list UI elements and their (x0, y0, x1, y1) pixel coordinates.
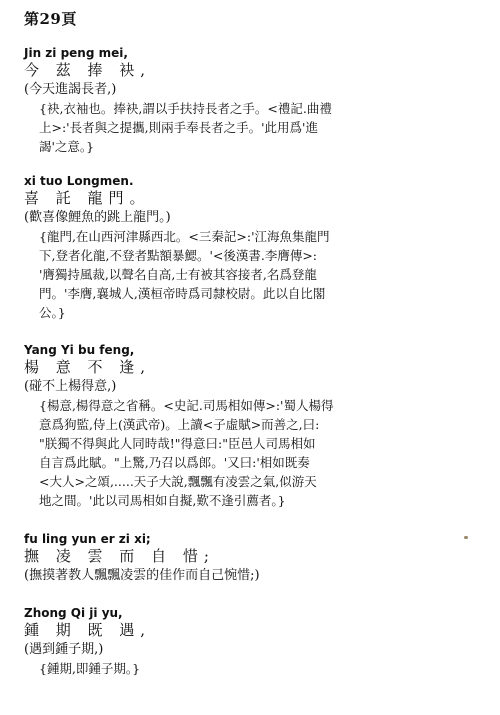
entry-5 (24, 606, 484, 678)
entry-translation: (遇到鍾子期,) (24, 642, 104, 657)
entry-hanzi: 撫 凌 雲 而 自 惜; (24, 547, 215, 565)
entry-translation: (歡喜像鯉魚的跳上龍門。) (24, 210, 171, 225)
entry-translation: (撫摸著教人飄飄凌雲的佳作而自己惋惜;) (24, 568, 260, 583)
entry-note: {楊意,楊得意之省稱。<史記.司馬相如傳>:'蜀人楊得 意爲狗監,侍上(漢武帝)。上讀<子虛賦>而善之,曰: "朕獨不得與此人同時哉!"得意曰:"臣邑人司馬相如 自言爲此賦。"上驚,乃召以爲郎。'又曰:'相如既奏 <大人>之頌,.....天子大說,飄飄有凌雲之氣,似游天 地之間。'此以司馬相如自擬,歎不逢引薦者。} (39, 398, 334, 508)
entry-3 (24, 343, 484, 510)
entry-pinyin: xi tuo Longmen. (24, 174, 134, 188)
entry-4 (24, 532, 484, 585)
entry-note: {鍾期,即鍾子期。} (39, 661, 141, 676)
entry-translation: (碰不上楊得意,) (24, 379, 117, 394)
entry-hanzi: 鍾 期 既 遇, (24, 621, 152, 639)
entry-pinyin: fu ling yun er zi xi; (24, 532, 151, 546)
entry-2 (24, 174, 484, 322)
entry-pinyin: Yang Yi bu feng, (24, 343, 135, 357)
entry-1 (24, 46, 484, 156)
entry-pinyin: Jin zi peng mei, (24, 46, 128, 60)
entry-translation: (今天進謁長者,) (24, 82, 117, 97)
entry-hanzi: 今 茲 捧 袂, (24, 61, 152, 79)
entry-pinyin: Zhong Qi ji yu, (24, 606, 123, 620)
entry-note: {龍門,在山西河津縣西北。<三秦記>:'江海魚集龍門 下,登者化龍,不登者點額暴鰓。'<後漢書.李膺傳>: '膺獨持風裁,以聲名自高,士有被其容接者,名爲登龍 門。'李膺,襄城人,漢桓帝時爲司隸校尉。此以自比閣 公。} (39, 229, 330, 320)
ink-speck (464, 536, 468, 539)
entry-hanzi: 喜 託 龍門。 (24, 189, 151, 207)
entry-hanzi: 楊 意 不 逢, (24, 358, 152, 376)
entry-note: {袂,衣袖也。捧袂,謂以手扶持長者之手。<禮記.曲禮 上>:'長者與之提攜,則兩手奉長者之手。'此用爲'進 謁'之意。} (39, 101, 332, 154)
page-number: 第29頁 (24, 10, 77, 28)
